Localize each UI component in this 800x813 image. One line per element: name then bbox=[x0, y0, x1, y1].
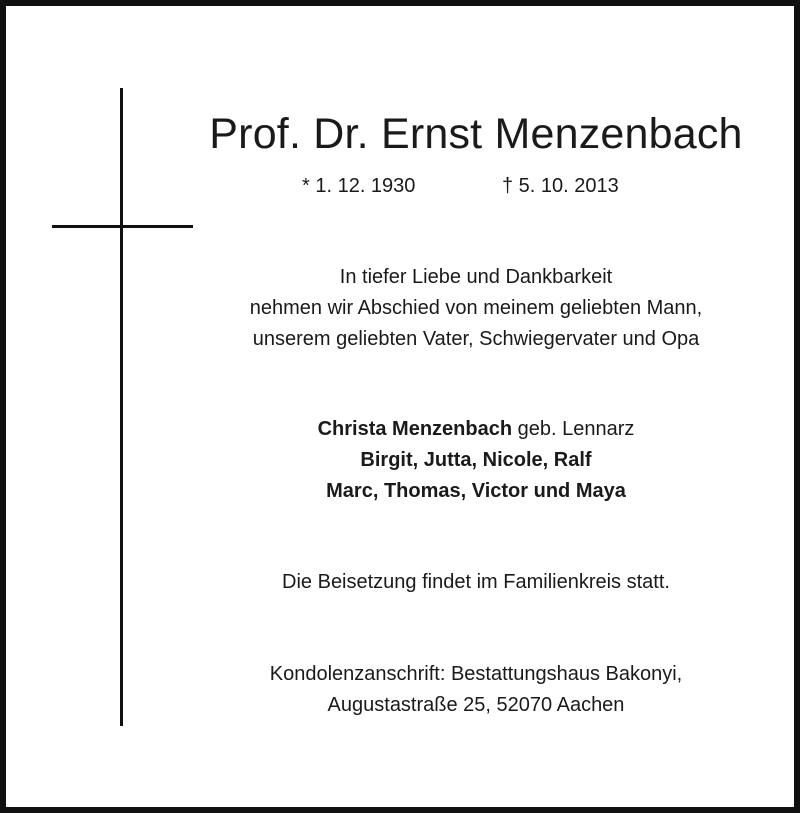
widow-name: Christa Menzenbach bbox=[317, 418, 513, 440]
children-names: Birgit, Jutta, Nicole, Ralf bbox=[360, 449, 592, 471]
message-line: nehmen wir Abschied von meinem geliebten Mann, bbox=[249, 297, 703, 319]
cross-icon-vertical-bar bbox=[120, 88, 123, 726]
burial-note-text: Die Beisetzung findet im Familienkreis statt. bbox=[282, 571, 670, 593]
death-date: † 5. 10. 2013 bbox=[502, 175, 619, 197]
burial-note bbox=[196, 567, 756, 598]
condolence-line: Kondolenzanschrift: Bestattungshaus Bakonyi, bbox=[269, 663, 683, 685]
farewell-message bbox=[196, 262, 756, 355]
widow-line bbox=[196, 414, 756, 445]
condolence-line: Augustastraße 25, 52070 Aachen bbox=[327, 694, 625, 716]
birth-date: * 1. 12. 1930 bbox=[302, 175, 416, 197]
grandchildren-names: Marc, Thomas, Victor und Maya bbox=[326, 480, 626, 502]
condolence-address bbox=[196, 659, 756, 721]
cross-icon-horizontal-bar bbox=[52, 225, 193, 228]
deceased-name: Prof. Dr. Ernst Menzenbach bbox=[209, 110, 743, 158]
message-line: unserem geliebten Vater, Schwiegervater und Opa bbox=[252, 328, 700, 350]
message-line: In tiefer Liebe und Dankbarkeit bbox=[339, 266, 613, 288]
mourners-list bbox=[196, 414, 756, 507]
widow-maiden-name: geb. Lennarz bbox=[512, 418, 635, 440]
